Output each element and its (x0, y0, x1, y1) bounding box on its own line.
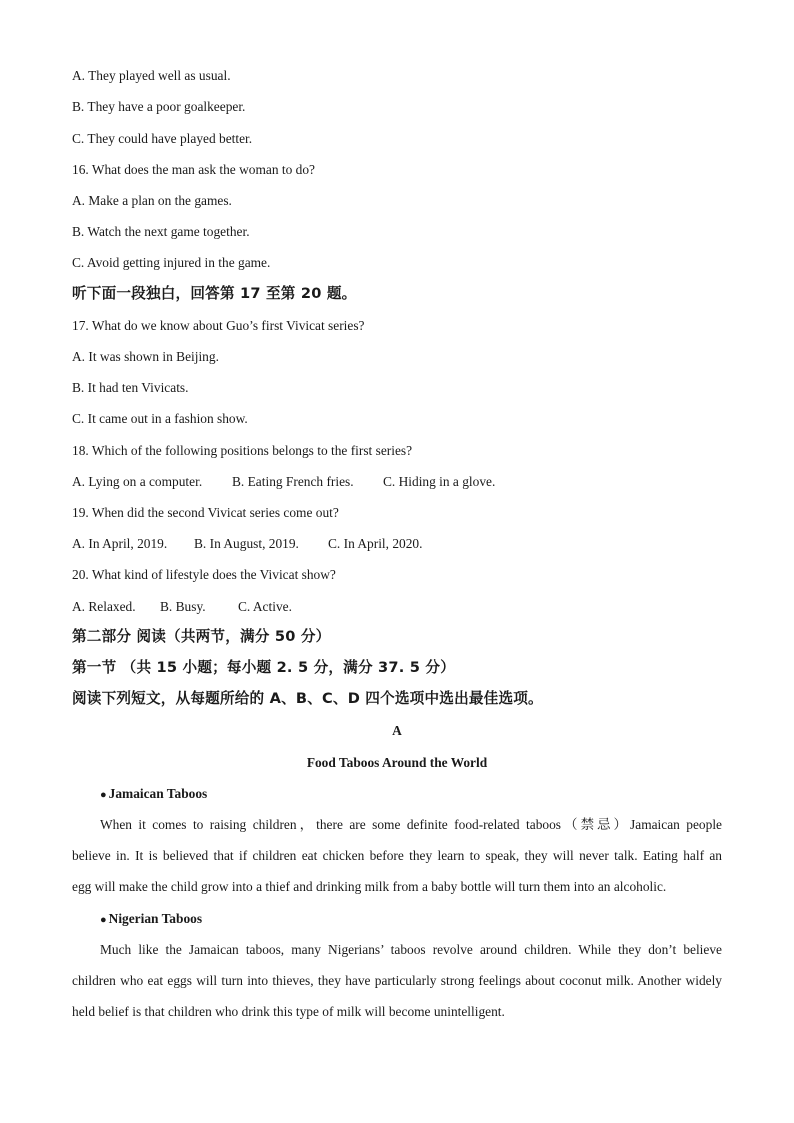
q16-question: 16. What does the man ask the woman to do? (72, 162, 315, 177)
passage-label: A (392, 723, 402, 738)
section1-heading: 第一节 （共 15 小题；每小题 2. 5 分，满分 37. 5 分） (72, 659, 455, 676)
q18-option-c: C. Hiding in a glove. (383, 474, 496, 489)
jamaican-paragraph (72, 809, 722, 902)
nigerian-heading (72, 910, 722, 929)
q15-option-c: C. They could have played better. (72, 131, 253, 146)
q18-option-b: B. Eating French fries. (232, 474, 354, 489)
jamaican-heading (72, 785, 722, 804)
q20-option-b: B. Busy. (160, 599, 206, 614)
q20-question: 20. What kind of lifestyle does the Vivicat show? (72, 567, 336, 582)
q17-question: 17. What do we know about Guo’s first Vivicat series? (72, 318, 365, 333)
q16-option-a: A. Make a plan on the games. (72, 193, 232, 208)
q18-question: 18. Which of the following positions belongs to the first series? (72, 443, 413, 458)
q17-option-a: A. It was shown in Beijing. (72, 349, 219, 364)
q19-option-b: B. In August, 2019. (194, 536, 299, 551)
q19-option-c: C. In April, 2020. (328, 536, 423, 551)
jamaican-heading-text: Jamaican Taboos (108, 786, 208, 801)
q17-option-c: C. It came out in a fashion show. (72, 411, 248, 426)
q19-option-a: A. In April, 2019. (72, 536, 168, 551)
q15-option-a: A. They played well as usual. (72, 68, 231, 83)
q19-question: 19. When did the second Vivicat series come out? (72, 505, 339, 520)
q19-options (72, 535, 722, 553)
bullet-icon: ● (100, 789, 107, 801)
jamaican-line-3: egg will make the child grow into a thief and drinking milk from a baby bottle will turn them into an alcoholic. (72, 879, 667, 894)
monologue-instruction: 听下面一段独白，回答第 17 至第 20 题。 (72, 285, 357, 302)
q15-option-b: B. They have a poor goalkeeper. (72, 99, 246, 114)
q18-options (72, 473, 722, 491)
jamaican-line-1: When it comes to raising children，there are some definite food-related taboos（禁忌）Jamaican people (100, 817, 722, 832)
q18-option-a: A. Lying on a computer. (72, 474, 203, 489)
q16-option-b: B. Watch the next game together. (72, 224, 250, 239)
nigerian-paragraph (72, 934, 722, 1027)
q20-option-c: C. Active. (238, 599, 292, 614)
nigerian-line-3: held belief is that children who drink this type of milk will become unintelligent. (72, 1004, 505, 1019)
nigerian-heading-text: Nigerian Taboos (108, 911, 203, 926)
bullet-icon: ● (100, 914, 107, 926)
nigerian-line-2: children who eat eggs will turn into thieves, they have particularly strong feelings about coconut milk. Another widely (72, 973, 722, 988)
q16-option-c: C. Avoid getting injured in the game. (72, 255, 271, 270)
q20-option-a: A. Relaxed. (72, 599, 136, 614)
reading-instruction: 阅读下列短文，从每题所给的 A、B、C、D 四个选项中选出最佳选项。 (72, 690, 543, 707)
jamaican-line-2: believe in. It is believed that if children eat chicken before they learn to speak, they will never talk. Eating half an (72, 848, 722, 863)
q20-options (72, 598, 722, 616)
q17-option-b: B. It had ten Vivicats. (72, 380, 189, 395)
passage-title: Food Taboos Around the World (306, 755, 488, 770)
nigerian-line-1: Much like the Jamaican taboos, many Nigerians’ taboos revolve around children. While they don’t believe (100, 942, 722, 957)
part2-heading: 第二部分 阅读（共两节，满分 50 分） (72, 628, 331, 645)
